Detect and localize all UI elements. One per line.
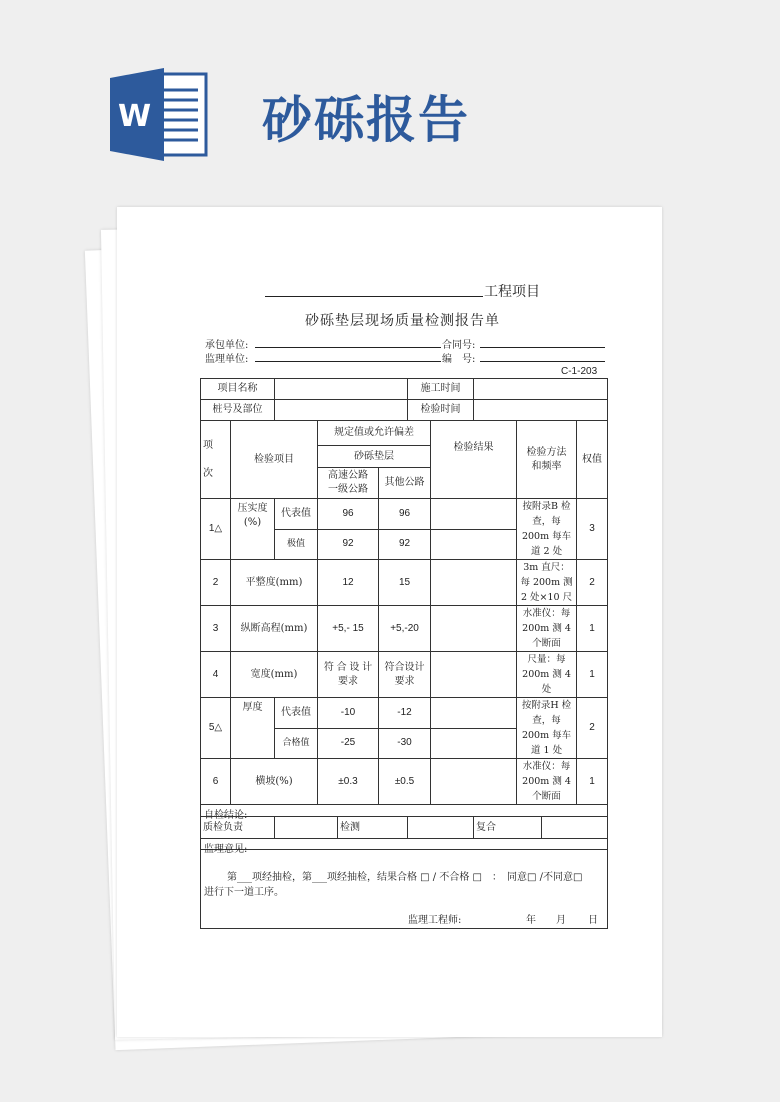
engineer-label: 监理工程师:	[408, 915, 462, 926]
table-row	[201, 698, 608, 729]
item-no: 4	[201, 652, 231, 698]
item-name: 纵断高程(mm)	[231, 606, 318, 652]
item-name: 宽度(mm)	[231, 652, 318, 698]
item-no: 6	[201, 759, 231, 805]
project-name-line	[265, 296, 483, 297]
highway-value: -10	[318, 698, 379, 729]
highway-value: 符 合 设 计 要求	[318, 652, 379, 698]
contract-no-label: 合同号:	[442, 340, 476, 351]
item-no: 3	[201, 606, 231, 652]
highway-value: 92	[318, 529, 379, 560]
highway-value: ±0.3	[318, 759, 379, 805]
supervisor-opinion	[201, 839, 608, 929]
other-value: 96	[379, 499, 431, 530]
station-value[interactable]	[275, 400, 408, 421]
item-no: 1△	[201, 499, 231, 560]
project-name-label: 项目名称	[201, 379, 275, 400]
method: 尺量：每 200m 测 4 处	[517, 652, 577, 698]
method: 水准仪：每 200m 测 4 个断面	[517, 759, 577, 805]
qc-lead-label: 质检负责	[201, 817, 275, 839]
method: 按附录B 检查，每 200m 每车道 2 处	[517, 499, 577, 560]
header-material: 砂砾垫层	[318, 446, 431, 468]
table-row	[201, 606, 608, 652]
header-weight: 权值	[577, 421, 608, 499]
contractor-label: 承包单位:	[205, 340, 249, 351]
word-icon	[110, 68, 208, 161]
other-value: 符合设计要求	[379, 652, 431, 698]
header-item: 检验项目	[231, 421, 318, 499]
serial-label: 编 号:	[442, 354, 476, 365]
form-code: C-1-203	[561, 366, 598, 377]
item-name: 厚度	[231, 698, 275, 759]
test-value[interactable]	[408, 817, 474, 839]
opinion-label: 监理意见:	[204, 844, 248, 855]
other-value: 15	[379, 560, 431, 606]
other-value: ±0.5	[379, 759, 431, 805]
weight: 1	[577, 652, 608, 698]
station-label: 桩号及部位	[201, 400, 275, 421]
item-no: 5△	[201, 698, 231, 759]
item-name: 平整度(mm)	[231, 560, 318, 606]
contract-no-line	[480, 347, 605, 348]
other-value: -30	[379, 728, 431, 759]
opinion-text: 第___项经抽检，第___项经抽检，结果合格 □ / 不合格 □ ： 同意□ /不同意□	[227, 872, 583, 883]
table-row	[201, 560, 608, 606]
day-label: 日	[588, 915, 598, 926]
result-cell[interactable]	[431, 499, 517, 530]
method: 3m 直尺：每 200m 测 2 处×10 尺	[517, 560, 577, 606]
result-cell[interactable]	[431, 728, 517, 759]
contractor-line	[255, 347, 441, 348]
project-name-value[interactable]	[275, 379, 408, 400]
sub-item: 合格值	[275, 728, 318, 759]
table-row	[201, 759, 608, 805]
weight: 2	[577, 698, 608, 759]
construction-time-label: 施工时间	[408, 379, 474, 400]
construction-time-value[interactable]	[474, 379, 608, 400]
test-label: 检测	[338, 817, 408, 839]
method: 按附录H 检查，每 200m 每车道 1 处	[517, 698, 577, 759]
table-row	[201, 652, 608, 698]
highway-value: +5,- 15	[318, 606, 379, 652]
other-value: 92	[379, 529, 431, 560]
result-cell[interactable]	[431, 560, 517, 606]
item-name: 横坡(%)	[231, 759, 318, 805]
header-highway: 高速公路一级公路	[318, 468, 379, 499]
year-label: 年	[526, 915, 536, 926]
supervisor-label: 监理单位:	[205, 354, 249, 365]
weight: 1	[577, 759, 608, 805]
highway-value: -25	[318, 728, 379, 759]
table-row	[201, 499, 608, 530]
inspection-time-label: 检验时间	[408, 400, 474, 421]
item-no: 2	[201, 560, 231, 606]
header-spec: 规定值或允许偏差	[318, 421, 431, 446]
result-cell[interactable]	[431, 606, 517, 652]
signature-table	[200, 816, 608, 929]
highway-value: 96	[318, 499, 379, 530]
result-cell[interactable]	[431, 652, 517, 698]
result-cell[interactable]	[431, 759, 517, 805]
weight: 3	[577, 499, 608, 560]
method: 水准仪：每 200m 测 4 个断面	[517, 606, 577, 652]
header-item-no: 项 次	[201, 421, 231, 499]
banner-title: 砂砾报告	[262, 91, 470, 149]
self-check-conclusion[interactable]: 自检结论:	[201, 805, 608, 850]
svg-text:W: W	[118, 99, 152, 134]
serial-line	[480, 361, 605, 362]
review-value[interactable]	[542, 817, 608, 839]
weight: 1	[577, 606, 608, 652]
supervisor-line	[255, 361, 441, 362]
item-name: 压实度(%)	[231, 499, 275, 560]
project-suffix: 工程项目	[484, 284, 540, 300]
header-method: 检验方法和频率	[517, 421, 577, 499]
inspection-table	[200, 378, 608, 850]
other-value: -12	[379, 698, 431, 729]
result-cell[interactable]	[431, 529, 517, 560]
qc-lead-value[interactable]	[275, 817, 338, 839]
header-result: 检验结果	[431, 421, 517, 499]
document-title: 砂砾垫层现场质量检测报告单	[305, 313, 500, 329]
review-label: 复合	[474, 817, 542, 839]
header-other: 其他公路	[379, 468, 431, 499]
highway-value: 12	[318, 560, 379, 606]
sub-item: 代表值	[275, 499, 318, 530]
month-label: 月	[556, 915, 566, 926]
inspection-time-value[interactable]	[474, 400, 608, 421]
weight: 2	[577, 560, 608, 606]
sub-item: 代表值	[275, 698, 318, 729]
next-step: 进行下一道工序。	[204, 887, 284, 898]
sub-item: 极值	[275, 529, 318, 560]
result-cell[interactable]	[431, 698, 517, 729]
other-value: +5,-20	[379, 606, 431, 652]
